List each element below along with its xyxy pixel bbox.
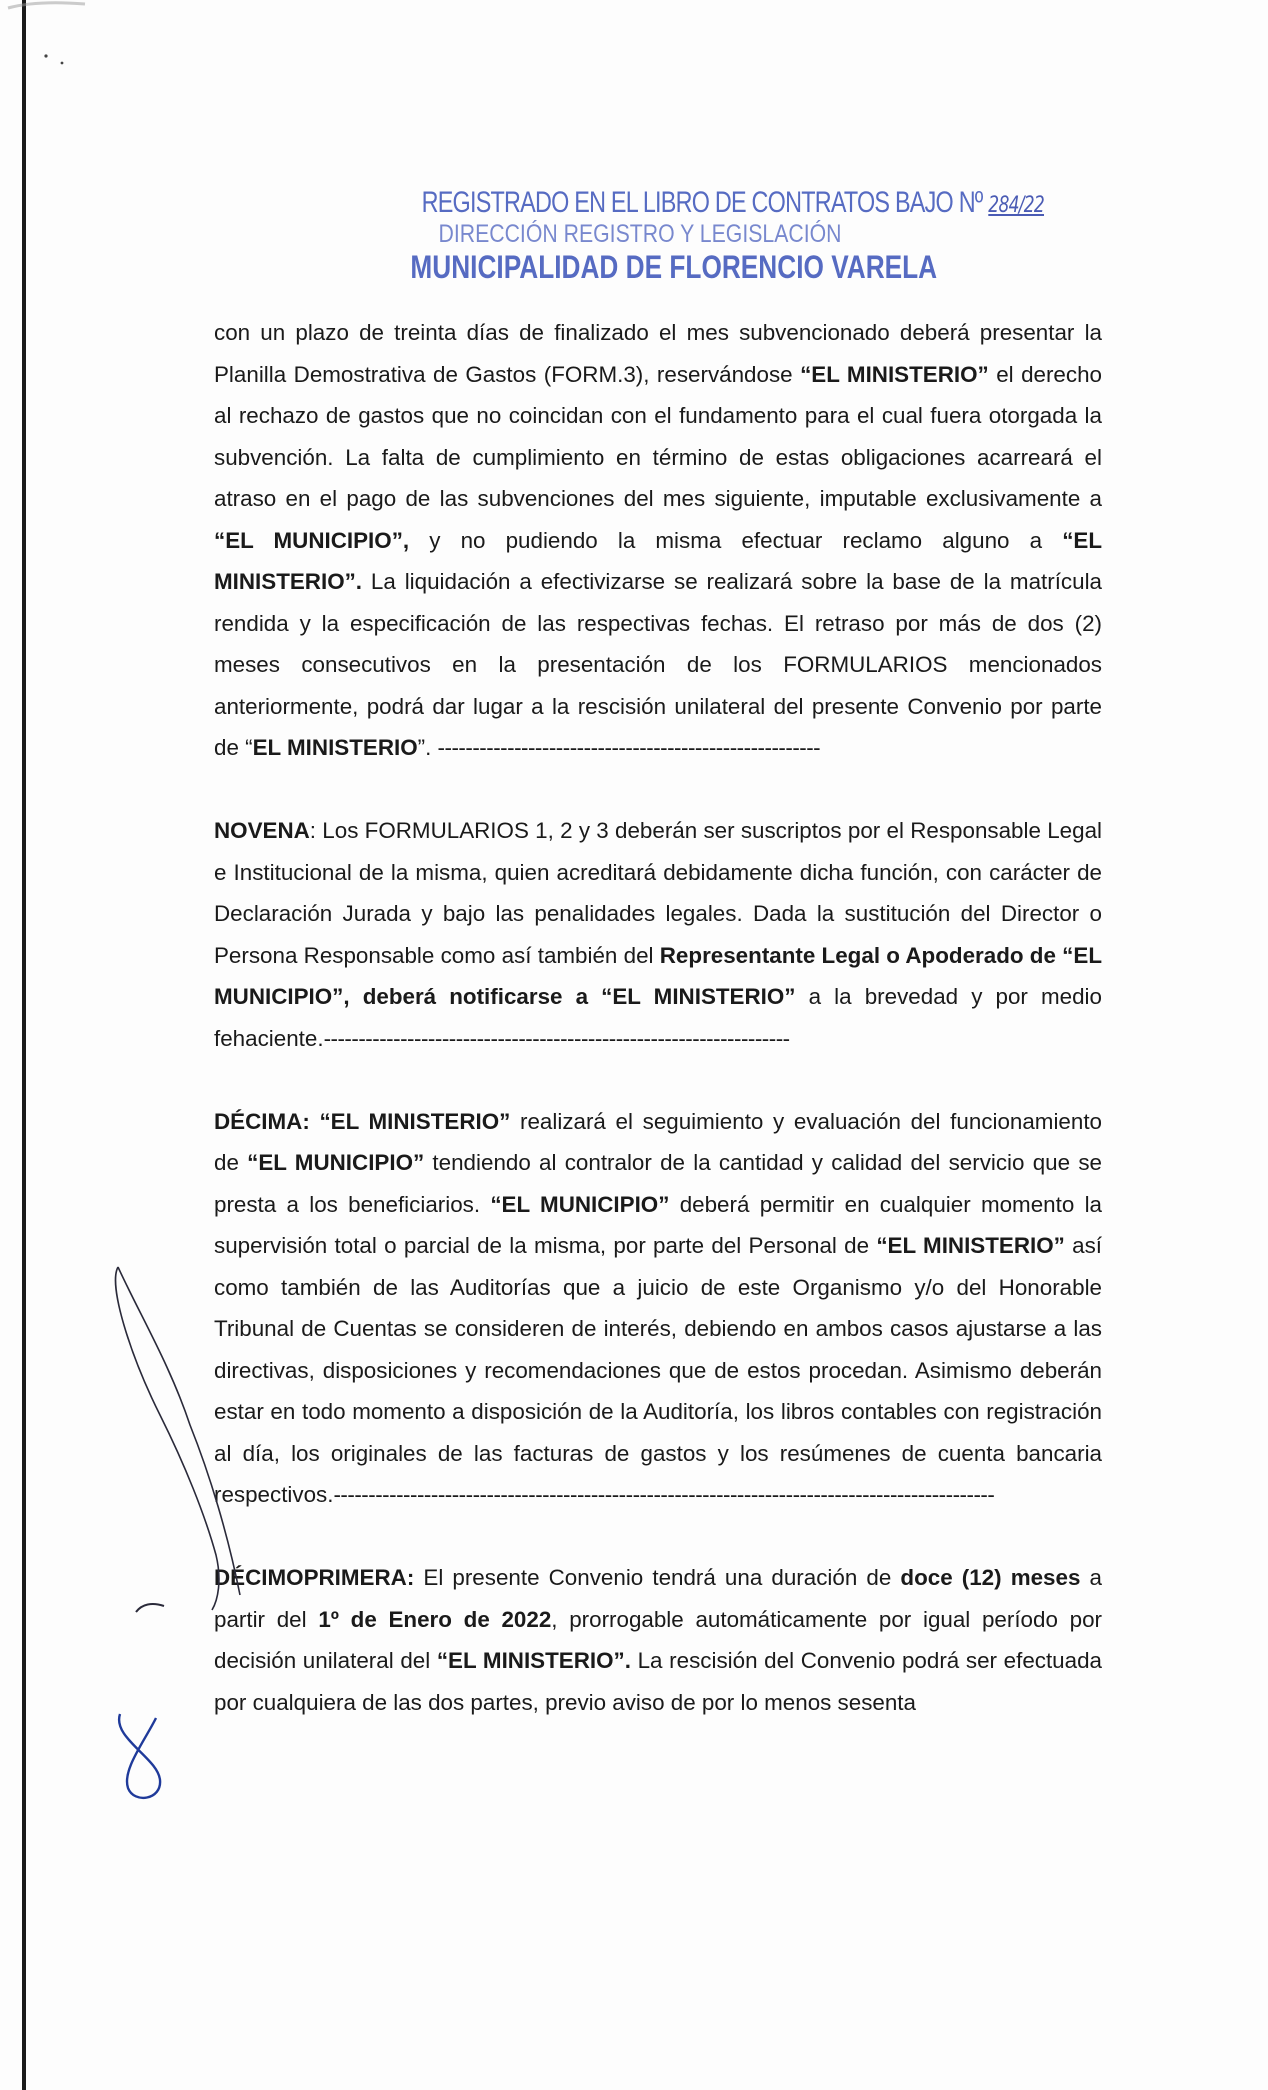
text-run: el derecho al rechazo de gastos que no coincidan con el fundamento para el cual fuera otorgada la subvención. La falta de cumplimiento en término de estas obligaciones acarreará el atraso en el pago de las subvenciones del mes siguiente, imputable exclusivamente a bbox=[214, 361, 1102, 511]
text-run: ”. bbox=[417, 735, 438, 760]
stamp-line-3: MUNICIPALIDAD DE FLORENCIO VARELA bbox=[410, 249, 938, 285]
bold-text: “EL MUNICIPIO” bbox=[247, 1150, 425, 1175]
bold-text: DÉCIMA: bbox=[214, 1108, 310, 1134]
bold-text: doce (12) meses bbox=[900, 1565, 1081, 1590]
bold-text: “EL MINISTERIO” bbox=[800, 361, 989, 387]
text-run: , prorrogable automáticamente por igual período por decisión unilateral del bbox=[214, 1606, 1102, 1673]
paragraph-4 bbox=[214, 1557, 1102, 1723]
text-run: con un plazo de treinta días de finalizado el mes subvencionado deberá presentar la Planilla Demostrativa de Gastos (FORM.3), reservándose bbox=[214, 320, 1102, 387]
bold-text: 1º de Enero de 2022 bbox=[318, 1606, 552, 1632]
document-body bbox=[214, 312, 1102, 1723]
dash-fill: ----------------------------------------------------------------------------------------------- bbox=[333, 1482, 995, 1507]
bold-text: “EL MINISTERIO” bbox=[876, 1233, 1065, 1258]
text-run: tendiendo al contralor de la cantidad y calidad del servicio que se presta a los beneficiarios. bbox=[214, 1150, 1102, 1217]
text-run: El presente Convenio tendrá una duración de bbox=[414, 1565, 901, 1590]
dash-fill: ------------------------------------------------------- bbox=[437, 735, 821, 760]
dash-fill: ------------------------------------------------------------------- bbox=[323, 1025, 790, 1051]
text-run bbox=[310, 1109, 320, 1134]
text-run: así como también de las Auditorías que a juicio de este Organismo y/o del Honorable Tribunal de Cuentas se consideren de interés, debiendo en ambos casos ajustarse a las directivas, disposiciones y recomendaciones que de estos procedan. Asimismo deberán estar en todo momento a disposición de la Auditoría, los libros contables con registración al día, los originales de las facturas de gastos y los resúmenes de cuenta bancaria respectivos. bbox=[214, 1233, 1103, 1507]
bold-text: NOVENA bbox=[214, 818, 310, 843]
handwritten-tick-mark bbox=[132, 1596, 172, 1626]
bold-text: “EL MINISTERIO” bbox=[319, 1108, 511, 1134]
text-run: realizará el seguimiento y evaluación del funcionamiento de bbox=[214, 1108, 1103, 1175]
stamp-handwritten-number: 284/22 bbox=[988, 193, 1045, 218]
paragraph-2 bbox=[214, 810, 1102, 1059]
text-run: deberá permitir en cualquier momento la supervisión total o parcial de la misma, por parte del Personal de bbox=[214, 1191, 1102, 1258]
handwritten-initial-mark bbox=[98, 1708, 178, 1808]
text-run: y no pudiendo la misma efectuar reclamo alguno a bbox=[409, 527, 1063, 553]
stamp-line-2: DIRECCIÓN REGISTRO Y LEGISLACIÓN bbox=[438, 220, 842, 248]
text-run: : Los FORMULARIOS 1, 2 y 3 deberán ser suscriptos por el Responsable Legal e Institucional de la misma, quien acreditará debidamente dicha función, con carácter de Declaración Jurada y bajo las penalidades legales. Dada la sustitución del Director o Persona Responsable como así también del bbox=[214, 818, 1102, 968]
bold-text: “EL MINISTERIO”. bbox=[214, 527, 1102, 594]
scan-speck-top-left bbox=[0, 0, 110, 80]
bold-text: Representante Legal o Apoderado de “EL MUNICIPIO”, deberá notificarse a “EL MINISTERIO” bbox=[214, 942, 1102, 1009]
text-run: La liquidación a efectivizarse se realizará sobre la base de la matrícula rendida y la especificación de las respectivas fechas. El retraso por más de dos (2) meses consecutivos en la presentación de los FORMULARIOS mencionados anteriormente, podrá dar lugar a la rescisión unilateral del presente Convenio por parte de “ bbox=[214, 569, 1102, 760]
bold-text: DÉCIMOPRIMERA: bbox=[214, 1565, 415, 1590]
handwritten-margin-line bbox=[100, 1255, 270, 1615]
text-run: a partir del bbox=[214, 1565, 1102, 1632]
stamp-line-1: REGISTRADO EN EL LIBRO DE CONTRATOS BAJO Nº bbox=[421, 186, 983, 219]
bold-text: EL MINISTERIO bbox=[252, 735, 418, 760]
bold-text: “EL MINISTERIO”. bbox=[436, 1648, 631, 1673]
paragraph-3 bbox=[214, 1101, 1102, 1516]
bold-text: “EL MUNICIPIO”, bbox=[214, 527, 410, 553]
text-run: La rescisión del Convenio podrá ser efectuada por cualquiera de las dos partes, previo aviso de por lo menos sesenta bbox=[214, 1648, 1102, 1715]
page-left-edge bbox=[22, 0, 26, 2090]
text-run: a la brevedad y por medio fehaciente. bbox=[214, 984, 1102, 1051]
registry-stamp bbox=[360, 186, 1045, 286]
paragraph-1 bbox=[214, 312, 1102, 769]
bold-text: “EL MUNICIPIO” bbox=[490, 1191, 670, 1217]
